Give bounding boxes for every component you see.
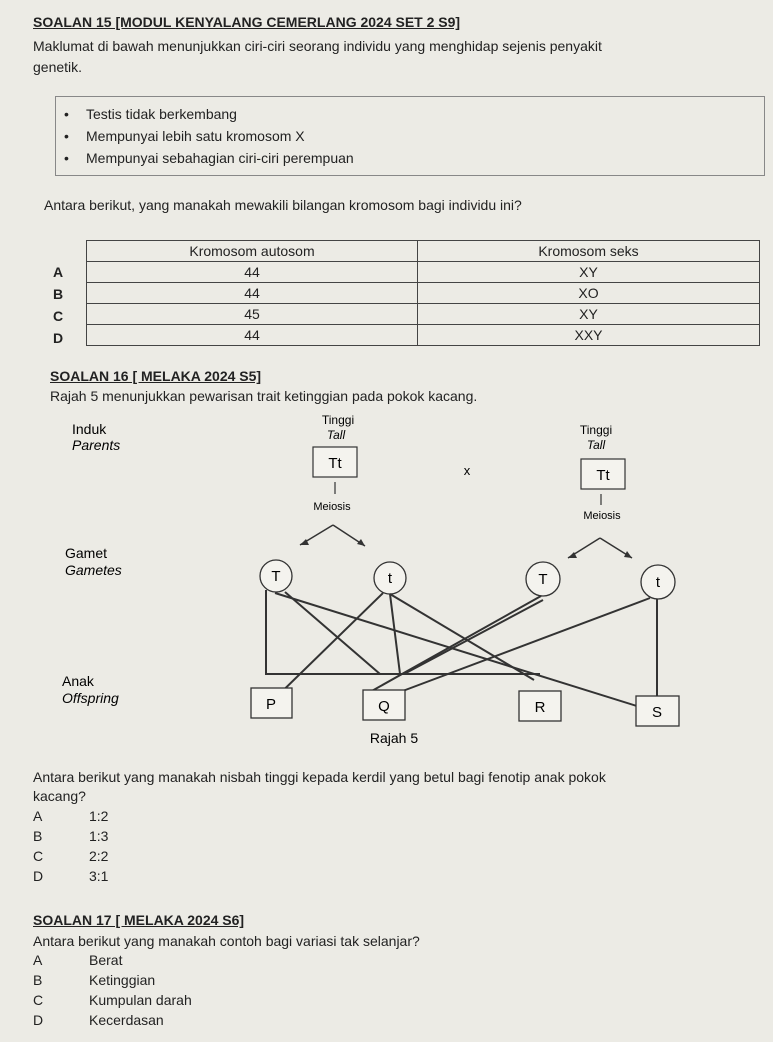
offspring-label-r: R (534, 699, 546, 716)
inheritance-diagram (0, 410, 773, 755)
gamete-label: t (387, 570, 393, 587)
offspring-label-p: P (265, 696, 277, 713)
q15-bullet: • Mempunyai lebih satu kromosom X (86, 125, 764, 147)
q17-choice (33, 1012, 164, 1028)
gamete-label: T (538, 571, 548, 588)
offspring-label-en: Offspring (62, 690, 119, 706)
table-row (87, 304, 760, 325)
parent2-trait: Tinggi (579, 423, 613, 437)
table-header: Kromosom autosom (87, 241, 418, 262)
parents-label: Induk (72, 421, 107, 437)
q16-choice (33, 848, 109, 864)
q16-intro: Rajah 5 menunjukkan pewarisan trait ketinggian pada pokok kacang. (50, 388, 478, 404)
offspring-label-s: S (651, 704, 663, 721)
table-cell: XY (418, 304, 760, 325)
choice-letter: B (33, 972, 43, 988)
table-cell: 44 (87, 325, 418, 346)
parent2-trait-en: Tall (586, 438, 606, 452)
table-cell: 44 (87, 262, 418, 283)
q15-info-box (55, 96, 765, 176)
choice-value: Kumpulan darah (89, 992, 192, 1008)
table-row (87, 325, 760, 346)
q15-intro-line1: Maklumat di bawah menunjukkan ciri-ciri seorang individu yang menghidap sejenis penyakit (33, 38, 602, 54)
q15-options-table (86, 240, 760, 346)
table-cell: 44 (87, 283, 418, 304)
parents-label-en: Parents (72, 437, 121, 453)
cross-lines (261, 590, 657, 712)
table-cell: XO (418, 283, 760, 304)
q17-choice (33, 972, 156, 988)
choice-letter: D (33, 868, 44, 884)
choice-value: Ketinggian (89, 972, 156, 988)
gametes-label: Gamet (65, 545, 108, 561)
figure-caption: Rajah 5 (369, 730, 419, 746)
arrowhead (357, 539, 365, 546)
q15-question: Antara berikut, yang manakah mewakili bilangan kromosom bagi individu ini? (44, 197, 522, 213)
parent2-genotype: Tt (596, 467, 610, 484)
offspring-label-q: Q (378, 698, 390, 715)
q17-choice (33, 992, 192, 1008)
gamete-label: T (271, 568, 281, 585)
parent1-genotype: Tt (328, 455, 342, 472)
q16-question-line2: kacang? (33, 788, 86, 804)
q15-header: SOALAN 15 [MODUL KENYALANG CEMERLANG 2024 SET 2 S9] (33, 14, 461, 30)
choice-letter: B (33, 828, 43, 844)
gamete-label: t (655, 574, 661, 591)
table-header: Kromosom seks (418, 241, 760, 262)
q16-choice (33, 868, 109, 884)
choice-value: Kecerdasan (89, 1012, 164, 1028)
row-label: A (53, 264, 64, 280)
row-label: C (53, 308, 64, 324)
q17-header: SOALAN 17 [ MELAKA 2024 S6] (33, 912, 245, 928)
q16-choice (33, 828, 109, 844)
q16-choice (33, 808, 109, 824)
cross-symbol: x (463, 463, 471, 478)
choice-value: 1:3 (89, 828, 109, 844)
parent1-trait: Tinggi (321, 413, 355, 427)
table-row (87, 283, 760, 304)
q15-bullet: • Testis tidak berkembang (86, 103, 764, 125)
choice-letter: D (33, 1012, 44, 1028)
meiosis-label-1: Meiosis (313, 501, 351, 513)
choice-value: 2:2 (89, 848, 109, 864)
q16-question-line1: Antara berikut yang manakah nisbah tinggi kepada kerdil yang betul bagi fenotip anak pokok (33, 769, 606, 785)
q16-header: SOALAN 16 [ MELAKA 2024 S5] (50, 368, 262, 384)
parent1-trait-en: Tall (326, 428, 346, 442)
table-cell: 45 (87, 304, 418, 325)
choice-letter: A (33, 808, 43, 824)
q15-bullet: • Mempunyai sebahagian ciri-ciri perempuan (86, 147, 764, 169)
q15-intro-line2: genetik. (33, 59, 83, 75)
choice-letter: A (33, 952, 43, 968)
choice-letter: C (33, 848, 44, 864)
choice-value: 3:1 (89, 868, 109, 884)
row-label: B (53, 286, 64, 302)
choice-value: Berat (89, 952, 123, 968)
q17-choice (33, 952, 123, 968)
choice-letter: C (33, 992, 44, 1008)
table-cell: XY (418, 262, 760, 283)
choice-value: 1:2 (89, 808, 109, 824)
q17-question: Antara berikut yang manakah contoh bagi variasi tak selanjar? (33, 933, 420, 949)
gametes-label-en: Gametes (65, 562, 122, 578)
table-cell: XXY (418, 325, 760, 346)
row-label: D (53, 330, 64, 346)
meiosis-label-2: Meiosis (583, 510, 621, 522)
table-row (87, 262, 760, 283)
offspring-label: Anak (62, 673, 94, 689)
